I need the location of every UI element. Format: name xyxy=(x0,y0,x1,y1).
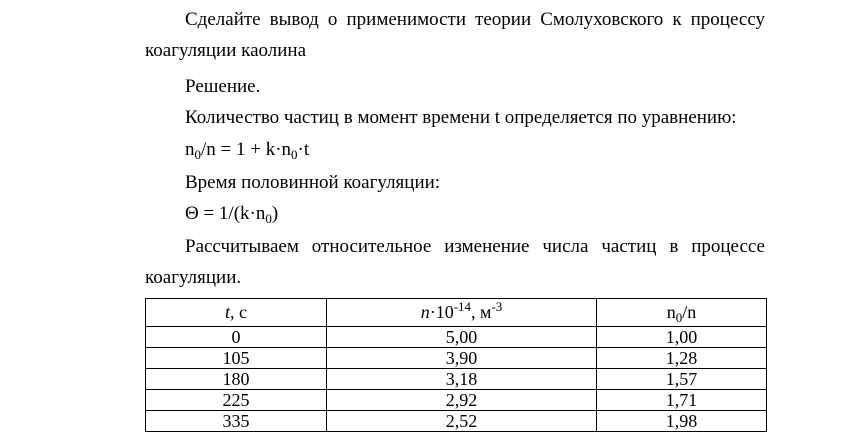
half-time-text: Время половинной коагуляции: xyxy=(185,172,441,193)
solution-heading: Решение. xyxy=(185,76,261,97)
header-concentration: $n\cdot 10^{-14}$, $м^{-3}$ xyxy=(327,299,597,327)
cell-time: 180 xyxy=(146,369,327,390)
table-row xyxy=(146,411,767,432)
eq1-part-c: ·t xyxy=(297,139,310,160)
cell-time: 0 xyxy=(146,327,327,348)
cell-time: 105 xyxy=(146,348,327,369)
cell-time: 225 xyxy=(146,390,327,411)
table-row xyxy=(146,348,767,369)
equation-half-time xyxy=(185,203,278,225)
coagulation-table xyxy=(145,298,767,432)
table-row xyxy=(146,327,767,348)
cell-ratio: 1,57 xyxy=(597,369,767,390)
task-line-1: Сделайте вывод о применимости теории Смолуховского к процессу xyxy=(185,9,765,30)
eq1-sub-1: 0 xyxy=(194,147,201,162)
table-row xyxy=(146,390,767,411)
cell-ratio: 1,98 xyxy=(597,411,767,432)
header-ratio: $n_0/n$ xyxy=(597,299,767,327)
cell-time: 335 xyxy=(146,411,327,432)
calc-line-2: коагуляции. xyxy=(145,267,242,288)
calc-line-1: Рассчитываем относительное изменение числа частиц в процессе xyxy=(185,236,765,257)
cell-concentration: 2,92 xyxy=(327,390,597,411)
task-line-2: коагуляции каолина xyxy=(145,40,307,61)
cell-concentration: 5,00 xyxy=(327,327,597,348)
eq2-part-b: ) xyxy=(271,203,279,224)
eq1-part-a: n xyxy=(185,139,195,160)
eq2-sub: 0 xyxy=(265,211,272,226)
eq2-part-a: Θ = 1/(k·n xyxy=(185,203,266,224)
table-header-row xyxy=(146,299,767,327)
cell-ratio: 1,00 xyxy=(597,327,767,348)
table-row xyxy=(146,369,767,390)
cell-concentration: 3,18 xyxy=(327,369,597,390)
eq1-sub-2: 0 xyxy=(291,147,298,162)
cell-concentration: 2,52 xyxy=(327,411,597,432)
cell-ratio: 1,71 xyxy=(597,390,767,411)
equation-smoluchowski xyxy=(185,139,309,161)
cell-ratio: 1,28 xyxy=(597,348,767,369)
eq1-part-b: /n = 1 + k·n xyxy=(201,139,292,160)
cell-concentration: 3,90 xyxy=(327,348,597,369)
particles-count-text: Количество частиц в момент времени t определяется по уравнению: xyxy=(185,107,737,128)
header-time: t, с xyxy=(146,299,327,327)
